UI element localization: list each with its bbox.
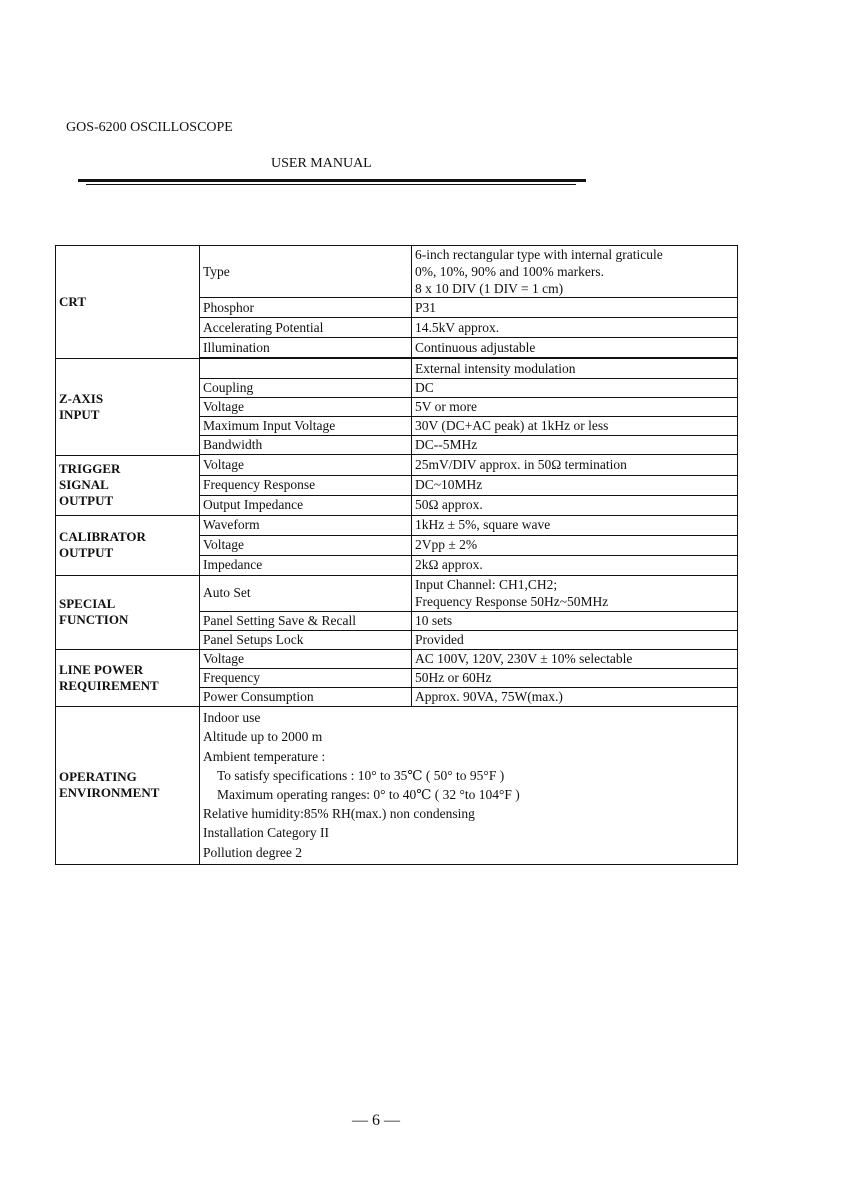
env-line: Ambient temperature :	[203, 748, 326, 764]
item-value: 2Vpp ± 2%	[412, 535, 738, 555]
item-value: Approx. 90VA, 75W(max.)	[412, 687, 738, 706]
category-line-power-requirement: LINE POWER REQUIREMENT	[56, 649, 200, 706]
item-label: Power Consumption	[200, 687, 412, 706]
header-rule-thick	[78, 179, 586, 182]
item-label: Frequency Response	[200, 475, 412, 495]
item-label: Maximum Input Voltage	[200, 417, 412, 436]
env-line: Relative humidity:85% RH(max.) non condensing	[203, 806, 475, 822]
category-calibrator-output: CALIBRATOR OUTPUT	[56, 515, 200, 575]
item-value: 50Ω approx.	[412, 495, 738, 515]
item-value: AC 100V, 120V, 230V ± 10% selectable	[412, 649, 738, 668]
table-row	[56, 359, 738, 379]
document-subtitle: USER MANUAL	[271, 156, 372, 171]
category-crt: CRT	[56, 246, 200, 359]
document-title: GOS-6200 OSCILLOSCOPE	[66, 120, 233, 135]
specifications-table	[55, 245, 738, 865]
item-label: Waveform	[200, 515, 412, 535]
item-label: Voltage	[200, 535, 412, 555]
item-label: Bandwidth	[200, 436, 412, 455]
item-label: Panel Setups Lock	[200, 630, 412, 649]
item-value: 10 sets	[412, 611, 738, 630]
item-label: Voltage	[200, 455, 412, 475]
category-special-function: SPECIAL FUNCTION	[56, 575, 200, 649]
item-value: DC~10MHz	[412, 475, 738, 495]
item-value: 8 x 10 DIV (1 DIV = 1 cm)	[412, 281, 738, 298]
item-label: Panel Setting Save & Recall	[200, 611, 412, 630]
item-label: Voltage	[200, 398, 412, 417]
item-label	[200, 359, 412, 379]
item-value: Frequency Response 50Hz~50MHz	[412, 593, 738, 611]
table-row	[56, 455, 738, 475]
category-trigger-signal-output: TRIGGER SIGNAL OUTPUT	[56, 455, 200, 515]
item-label: Frequency	[200, 668, 412, 687]
item-label: Output Impedance	[200, 495, 412, 515]
item-label: Auto Set	[200, 575, 412, 611]
item-label: Accelerating Potential	[200, 318, 412, 338]
table-row	[56, 246, 738, 264]
item-value: 1kHz ± 5%, square wave	[412, 515, 738, 535]
item-label: Coupling	[200, 379, 412, 398]
item-label: Illumination	[200, 338, 412, 358]
item-value: 25mV/DIV approx. in 50Ω termination	[412, 455, 738, 475]
item-label: Type	[200, 246, 412, 298]
item-value: DC	[412, 379, 738, 398]
env-line: To satisfy specifications : 10° to 35℃ ( 50° to 95°F )	[217, 767, 505, 783]
env-line: Indoor use	[203, 710, 261, 726]
page-number: — 6 —	[352, 1112, 400, 1129]
item-label: Phosphor	[200, 298, 412, 318]
item-value: P31	[412, 298, 738, 318]
item-value: External intensity modulation	[412, 359, 738, 379]
item-value: 2kΩ approx.	[412, 555, 738, 575]
env-line: Installation Category II	[203, 825, 329, 841]
category-z-axis: Z-AXIS INPUT	[56, 359, 200, 456]
item-value: 14.5kV approx.	[412, 318, 738, 338]
table-row	[56, 706, 738, 864]
environment-details	[200, 706, 738, 864]
item-value: 50Hz or 60Hz	[412, 668, 738, 687]
env-line: Maximum operating ranges: 0° to 40℃ ( 32 °to 104°F )	[217, 787, 520, 802]
item-value: DC--5MHz	[412, 436, 738, 455]
category-operating-environment: OPERATING ENVIRONMENT	[56, 706, 200, 864]
item-value: 6-inch rectangular type with internal graticule	[412, 246, 738, 264]
table-row	[56, 575, 738, 593]
item-value: Continuous adjustable	[412, 338, 738, 358]
item-label: Impedance	[200, 555, 412, 575]
item-value: Provided	[412, 630, 738, 649]
item-value: Input Channel: CH1,CH2;	[412, 575, 738, 593]
item-value: 0%, 10%, 90% and 100% markers.	[412, 264, 738, 281]
item-value: 5V or more	[412, 398, 738, 417]
table-row	[56, 515, 738, 535]
env-line: Pollution degree 2	[203, 844, 302, 860]
table-row	[56, 649, 738, 668]
env-line: Altitude up to 2000 m	[203, 729, 323, 745]
item-value: 30V (DC+AC peak) at 1kHz or less	[412, 417, 738, 436]
header-rule-thin	[86, 184, 576, 185]
item-label: Voltage	[200, 649, 412, 668]
